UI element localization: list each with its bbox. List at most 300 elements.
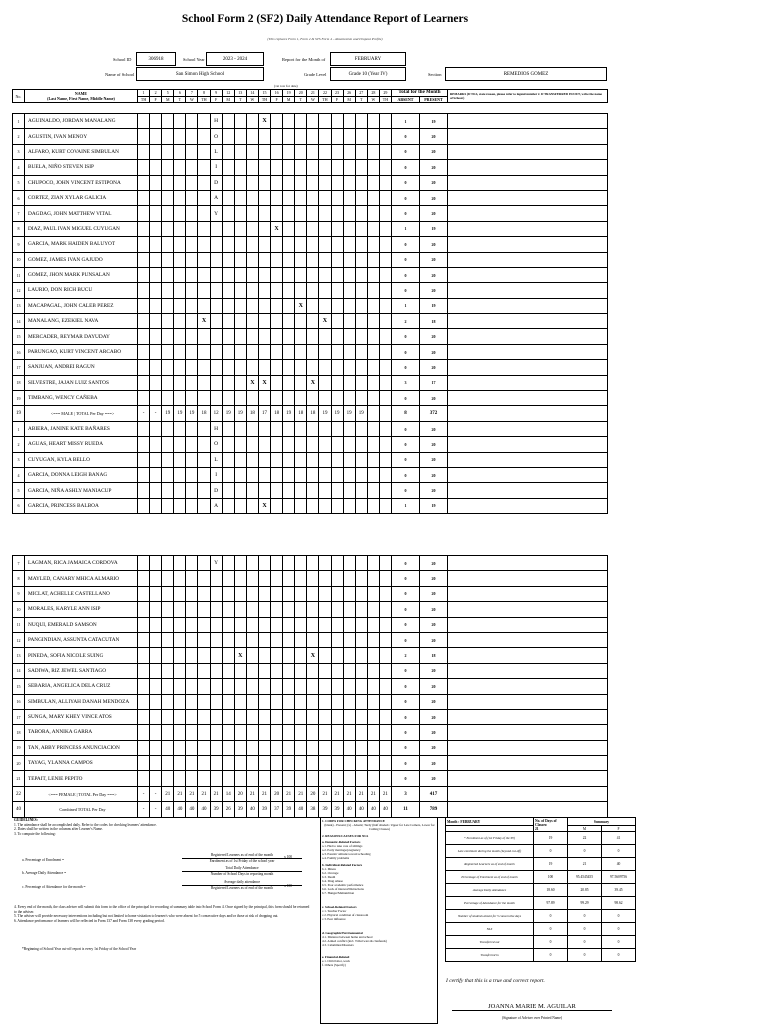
attendance-cell	[174, 632, 186, 647]
attendance-cell	[246, 483, 258, 498]
attendance-cell	[222, 725, 234, 740]
attendance-cell	[283, 498, 295, 513]
formula-c-num: Average daily attendance	[182, 880, 302, 886]
attendance-cell	[283, 175, 295, 190]
attendance-cell	[138, 725, 150, 740]
reason-item: a.2. Early marriage/pregnancy	[322, 848, 361, 852]
attendance-cell	[174, 648, 186, 663]
attendance-cell	[222, 694, 234, 709]
table-row	[13, 586, 608, 601]
attendance-cell	[271, 452, 283, 467]
attendance-cell	[343, 252, 355, 267]
attendance-cell	[271, 571, 283, 586]
total-value: 40	[355, 802, 367, 817]
attendance-cell	[271, 237, 283, 252]
attendance-cell	[162, 329, 174, 344]
attendance-cell	[379, 252, 391, 267]
attendance-cell	[355, 175, 367, 190]
attendance-cell	[367, 602, 379, 617]
remarks-cell	[447, 421, 607, 436]
attendance-cell	[283, 648, 295, 663]
attendance-cell	[258, 298, 270, 313]
table-row	[13, 467, 608, 482]
attendance-cell	[355, 114, 367, 129]
attendance-cell	[307, 602, 319, 617]
attendance-cell	[319, 467, 331, 482]
attendance-cell	[162, 483, 174, 498]
total-blank: -	[150, 802, 162, 817]
attendance-cell	[150, 498, 162, 513]
attendance-cell	[258, 237, 270, 252]
attendance-cell	[246, 391, 258, 406]
attendance-cell	[319, 771, 331, 786]
attendance-cell	[367, 237, 379, 252]
day-header: W	[367, 96, 379, 103]
holiday-letter: L	[210, 452, 222, 467]
attendance-cell	[367, 421, 379, 436]
day-header: F	[331, 96, 343, 103]
date-header: 16	[271, 90, 283, 97]
total-value: 18	[271, 406, 283, 421]
summary-row	[446, 949, 636, 962]
attendance-cell	[343, 586, 355, 601]
attendance-cell	[234, 391, 246, 406]
attendance-cell	[283, 314, 295, 329]
attendance-cell	[331, 586, 343, 601]
attendance-cell	[258, 648, 270, 663]
attendance-cell	[174, 283, 186, 298]
attendance-cell	[258, 571, 270, 586]
attendance-cell	[367, 221, 379, 236]
attendance-cell	[271, 663, 283, 678]
attendance-cell	[174, 114, 186, 129]
attendance-cell	[138, 190, 150, 205]
attendance-cell	[138, 756, 150, 771]
attendance-cell	[186, 694, 198, 709]
attendance-cell	[307, 298, 319, 313]
student-no: 19	[13, 740, 25, 755]
attendance-cell	[138, 375, 150, 390]
attendance-cell	[355, 740, 367, 755]
attendance-cell	[210, 586, 222, 601]
attendance-cell	[186, 114, 198, 129]
attendance-cell	[319, 483, 331, 498]
attendance-cell	[379, 756, 391, 771]
student-no: 3	[13, 144, 25, 159]
present-count: 20	[419, 632, 447, 647]
attendance-cell	[162, 571, 174, 586]
attendance-cell	[198, 237, 210, 252]
attendance-cell	[319, 206, 331, 221]
attendance-cell	[355, 237, 367, 252]
student-no: 3	[13, 452, 25, 467]
attendance-cell	[307, 617, 319, 632]
guideline-line: 1. The attendance shall be accomplished daily. Refer to the codes for checking learners' attendance.	[14, 822, 157, 827]
reason-item: c.2. Physical condition of classroom	[322, 913, 369, 917]
attendance-cell	[138, 329, 150, 344]
attendance-cell	[174, 129, 186, 144]
student-no: 16	[13, 694, 25, 709]
attendance-cell	[319, 437, 331, 452]
attendance-cell	[295, 709, 307, 724]
attendance-cell	[295, 679, 307, 694]
total-value: 19	[283, 406, 295, 421]
date-header: 13	[234, 90, 246, 97]
present-count: 20	[419, 283, 447, 298]
table-row	[13, 617, 608, 632]
attendance-cell	[210, 283, 222, 298]
date-header: 26	[343, 90, 355, 97]
total-present: 372	[419, 406, 447, 421]
holiday-letter: A	[210, 190, 222, 205]
attendance-cell	[162, 586, 174, 601]
reason-item: b.5. Poor academic performance	[322, 883, 364, 887]
attendance-cell	[174, 375, 186, 390]
attendance-cell	[295, 237, 307, 252]
attendance-cell	[283, 114, 295, 129]
student-name: ABIERA, JANINE KATE BAÑARES	[25, 421, 138, 436]
attendance-cell	[150, 283, 162, 298]
remarks-cell	[447, 483, 607, 498]
attendance-cell	[150, 617, 162, 632]
attendance-cell	[307, 452, 319, 467]
attendance-cell	[307, 221, 319, 236]
attendance-cell	[138, 283, 150, 298]
holiday-letter: I	[210, 467, 222, 482]
attendance-cell	[138, 344, 150, 359]
attendance-cell	[150, 648, 162, 663]
student-name: GOMEZ, JHON MARK PUNSALAN	[25, 267, 138, 282]
remarks-cell	[447, 283, 607, 298]
attendance-cell	[234, 190, 246, 205]
attendance-cell	[162, 144, 174, 159]
attendance-cell	[162, 602, 174, 617]
student-name: SIMBULAN, ALLIYAH DANAH MENDOZA	[25, 694, 138, 709]
attendance-cell	[186, 756, 198, 771]
date-header: 22	[319, 90, 331, 97]
attendance-cell	[271, 267, 283, 282]
attendance-cell	[222, 190, 234, 205]
attendance-cell	[258, 467, 270, 482]
table-row	[13, 483, 608, 498]
attendance-cell	[258, 709, 270, 724]
attendance-cell	[307, 252, 319, 267]
attendance-cell	[367, 694, 379, 709]
absent-count: 0	[391, 602, 419, 617]
attendance-cell	[295, 160, 307, 175]
attendance-cell	[367, 725, 379, 740]
attendance-cell	[331, 375, 343, 390]
student-no: 8	[13, 571, 25, 586]
attendance-cell	[234, 467, 246, 482]
attendance-cell	[150, 663, 162, 678]
total-absent: 8	[391, 406, 419, 421]
student-no: 12	[13, 283, 25, 298]
attendance-cell	[246, 190, 258, 205]
day-header: TH	[138, 96, 150, 103]
attendance-cell	[246, 771, 258, 786]
holiday-letter: Y	[210, 556, 222, 571]
attendance-table-page-1	[12, 113, 608, 514]
attendance-cell	[343, 740, 355, 755]
attendance-cell	[379, 314, 391, 329]
student-name: TABORA, ANNIKA GARRA	[25, 725, 138, 740]
attendance-cell	[295, 190, 307, 205]
reason-item: b.7. Hunger/Malnutrition	[322, 891, 355, 895]
day-header: M	[343, 96, 355, 103]
attendance-cell	[307, 437, 319, 452]
table-row	[13, 452, 608, 467]
present-count: 20	[419, 602, 447, 617]
attendance-cell	[307, 267, 319, 282]
absent-count: 0	[391, 632, 419, 647]
remarks-cell	[447, 679, 607, 694]
reasons-heading: 2. REASONS/CAUSES FOR NLS	[322, 834, 369, 838]
reason-item: a.3. Parents' attitude toward schooling	[322, 852, 371, 856]
total-value: 21	[367, 786, 379, 801]
attendance-cell	[295, 586, 307, 601]
form-subtitle: (This replaces Form 1, Form 2 & STS Form 4 - Absenteeism and Dropout Profile)	[267, 37, 383, 41]
attendance-cell	[198, 221, 210, 236]
remarks-cell	[447, 756, 607, 771]
reason-item: d.1. Distance between home and school	[322, 935, 373, 939]
attendance-cell	[138, 571, 150, 586]
summary-row-label: Number of students absent for 5 consecutive days	[446, 910, 534, 923]
attendance-cell	[271, 175, 283, 190]
attendance-cell	[343, 663, 355, 678]
attendance-cell	[367, 129, 379, 144]
attendance-cell	[343, 483, 355, 498]
attendance-cell	[246, 679, 258, 694]
attendance-cell	[138, 221, 150, 236]
attendance-cell	[319, 391, 331, 406]
attendance-cell	[271, 252, 283, 267]
student-name: AGUINALDO, JORDAN MANALANG	[25, 114, 138, 129]
total-value: 40	[379, 802, 391, 817]
date-header: 2	[150, 90, 162, 97]
attendance-cell	[271, 375, 283, 390]
attendance-cell	[295, 206, 307, 221]
reason-item: b.6. Lack of interest/Distractions	[322, 887, 364, 891]
attendance-cell	[343, 421, 355, 436]
attendance-cell	[234, 632, 246, 647]
attendance-cell	[331, 360, 343, 375]
attendance-cell	[198, 283, 210, 298]
table-row	[13, 571, 608, 586]
total-value: 40	[246, 802, 258, 817]
attendance-cell	[283, 160, 295, 175]
geo-heading: d. Geographic/Environmental	[322, 931, 363, 935]
col-name-title: NAME	[74, 91, 88, 96]
date-header: 15	[258, 90, 270, 97]
present-count: 20	[419, 740, 447, 755]
attendance-cell	[283, 190, 295, 205]
attendance-cell	[331, 283, 343, 298]
attendance-cell	[258, 360, 270, 375]
present-count: 20	[419, 771, 447, 786]
attendance-cell	[246, 129, 258, 144]
attendance-cell	[186, 221, 198, 236]
remarks-cell	[447, 175, 607, 190]
total-value: 21	[331, 786, 343, 801]
attendance-cell	[222, 756, 234, 771]
present-count: 20	[419, 452, 447, 467]
attendance-cell	[222, 483, 234, 498]
attendance-cell	[355, 221, 367, 236]
attendance-cell	[138, 437, 150, 452]
total-label: Combined TOTAL Per Day	[25, 802, 138, 817]
attendance-cell	[198, 771, 210, 786]
attendance-cell	[307, 129, 319, 144]
attendance-cell	[295, 663, 307, 678]
summary-value-f: 22	[568, 832, 602, 845]
month-field: FEBRUARY	[330, 52, 406, 66]
attendance-cell	[138, 452, 150, 467]
attendance-cell	[138, 586, 150, 601]
attendance-cell	[198, 679, 210, 694]
holiday-letter: L	[210, 144, 222, 159]
attendance-cell	[355, 617, 367, 632]
attendance-cell	[343, 709, 355, 724]
school-name-label: Name of School	[105, 72, 135, 77]
attendance-cell	[210, 314, 222, 329]
total-value	[379, 406, 391, 421]
table-row	[13, 556, 608, 571]
student-name: GARCIA, DONNA LEIGH BANAG	[25, 467, 138, 482]
attendance-cell	[367, 467, 379, 482]
absent-count: 0	[391, 617, 419, 632]
domestic-list	[322, 844, 437, 860]
total-absent: 11	[391, 802, 419, 817]
attendance-cell	[343, 206, 355, 221]
attendance-cell	[258, 391, 270, 406]
table-row	[13, 375, 608, 390]
attendance-cell	[355, 771, 367, 786]
attendance-cell	[331, 556, 343, 571]
total-value: 26	[222, 802, 234, 817]
attendance-cell	[246, 586, 258, 601]
attendance-table-page-2	[12, 555, 608, 818]
attendance-cell	[331, 771, 343, 786]
attendance-cell	[331, 252, 343, 267]
date-header: 8	[198, 90, 210, 97]
absent-count: 0	[391, 771, 419, 786]
attendance-cell	[319, 160, 331, 175]
attendance-cell	[355, 283, 367, 298]
attendance-cell	[367, 571, 379, 586]
school-year-field: 2023 - 2024	[206, 52, 264, 66]
guideline-line: 4. Every end of the month, the class adviser will submit this form to the office of the principal for recording of summary table into School Form 4. Once signed by the principal, this form should be returned to the adviser.	[14, 905, 310, 914]
present-count: 20	[419, 160, 447, 175]
attendance-cell	[174, 694, 186, 709]
attendance-cell	[271, 391, 283, 406]
student-no: 9	[13, 237, 25, 252]
attendance-cell	[343, 267, 355, 282]
attendance-cell	[367, 771, 379, 786]
summary-row	[446, 884, 636, 897]
summary-value-t: 0	[602, 936, 636, 949]
attendance-cell	[198, 452, 210, 467]
attendance-cell	[258, 190, 270, 205]
total-value: 21	[246, 786, 258, 801]
attendance-cell	[150, 602, 162, 617]
attendance-cell	[283, 221, 295, 236]
student-name: PANGINDIAN, ASSUNTA CATACUTAN	[25, 632, 138, 647]
total-value: 19	[186, 406, 198, 421]
attendance-cell	[222, 237, 234, 252]
attendance-cell	[319, 144, 331, 159]
attendance-cell	[222, 360, 234, 375]
attendance-cell	[367, 298, 379, 313]
attendance-cell	[174, 617, 186, 632]
attendance-cell	[319, 452, 331, 467]
total-value: 20	[307, 786, 319, 801]
attendance-cell	[246, 632, 258, 647]
absent-count: 0	[391, 283, 419, 298]
present-count: 20	[419, 329, 447, 344]
guidelines-footnote: *Beginning of School Year cut-off report is every 1st Friday of the School Year	[22, 947, 137, 951]
attendance-cell	[174, 160, 186, 175]
student-name: DIAZ, PAUL IVAN MIGUEL CUYUGAN	[25, 221, 138, 236]
absent-mark: X	[271, 221, 283, 236]
attendance-cell	[379, 421, 391, 436]
total-value: 21	[379, 786, 391, 801]
attendance-cell	[367, 663, 379, 678]
summary-row-label: NLS	[446, 923, 534, 936]
attendance-cell	[150, 267, 162, 282]
attendance-cell	[331, 160, 343, 175]
attendance-cell	[295, 283, 307, 298]
attendance-cell	[343, 237, 355, 252]
student-no: 8	[13, 221, 25, 236]
attendance-cell	[138, 267, 150, 282]
attendance-cell	[222, 663, 234, 678]
reason-item: b.1. Illness	[322, 867, 336, 871]
remarks-cell	[447, 617, 607, 632]
attendance-cell	[271, 586, 283, 601]
present-count: 20	[419, 237, 447, 252]
absent-count: 0	[391, 129, 419, 144]
attendance-cell	[319, 360, 331, 375]
total-value: 18	[307, 406, 319, 421]
attendance-cell	[379, 467, 391, 482]
day-header: W	[186, 96, 198, 103]
attendance-cell	[343, 391, 355, 406]
attendance-cell	[198, 617, 210, 632]
attendance-cell	[283, 391, 295, 406]
attendance-cell	[367, 206, 379, 221]
summary-row-label: Registered Learners as of end of month	[446, 858, 534, 871]
attendance-cell	[295, 144, 307, 159]
formula-b-num: Total Daily Attendance	[182, 866, 302, 872]
attendance-cell	[331, 632, 343, 647]
total-value: 39	[319, 802, 331, 817]
remarks-cell	[447, 160, 607, 175]
summary-row	[446, 936, 636, 949]
absent-count: 1	[391, 298, 419, 313]
attendance-cell	[355, 329, 367, 344]
attendance-cell	[367, 452, 379, 467]
school-heading: c. School-Related Factors	[322, 905, 357, 909]
absent-mark: X	[234, 648, 246, 663]
attendance-cell	[379, 556, 391, 571]
attendance-cell	[258, 329, 270, 344]
absent-count: 0	[391, 663, 419, 678]
attendance-cell	[355, 467, 367, 482]
total-label: <=== MALE | TOTAL Per Day ===>	[25, 406, 138, 421]
attendance-cell	[138, 740, 150, 755]
summary-value-t: 0	[602, 910, 636, 923]
